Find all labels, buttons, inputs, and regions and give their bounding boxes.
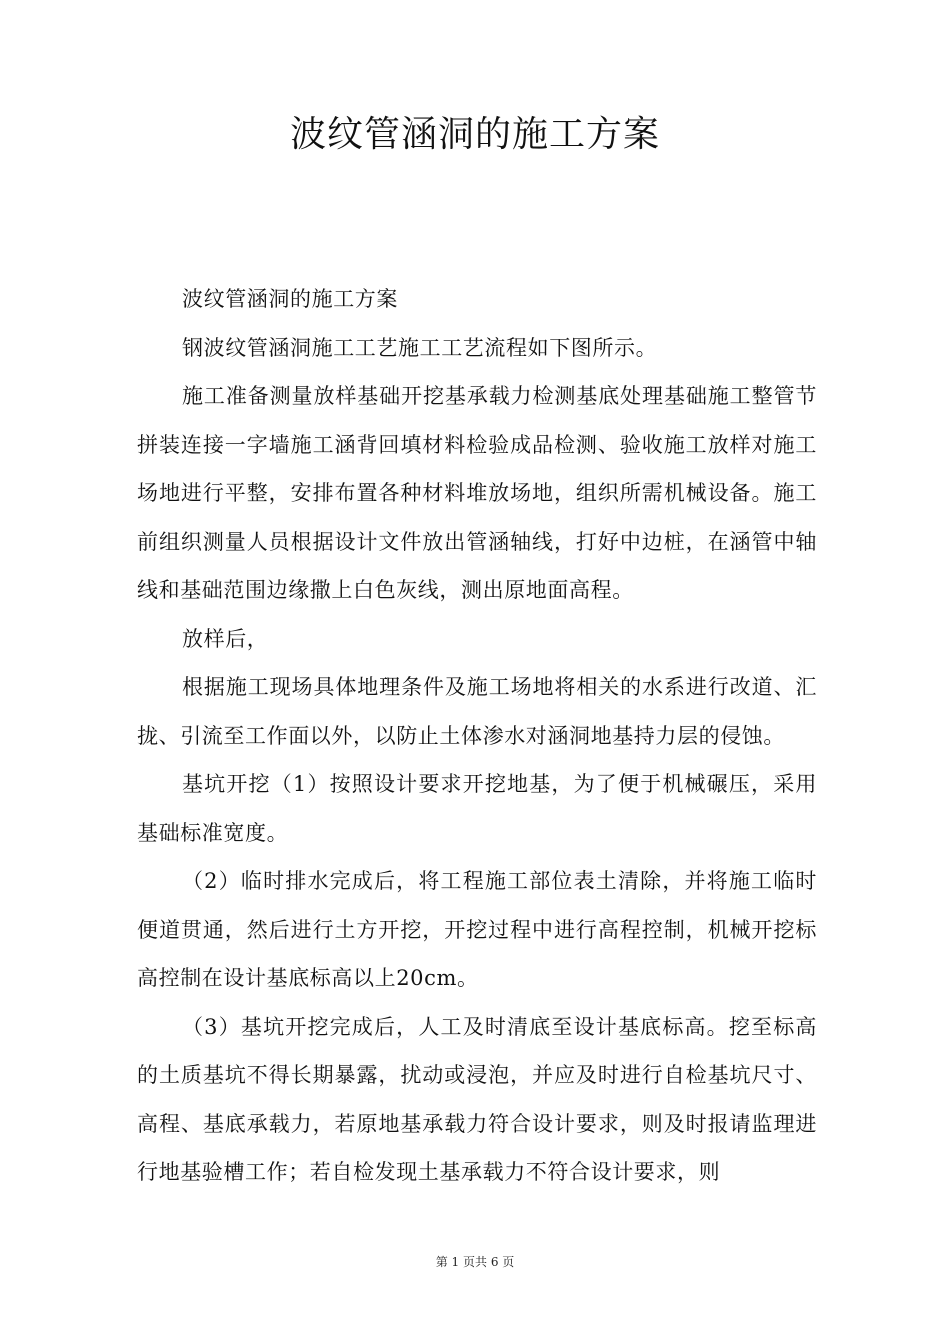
paragraph-after-layout: 放样后， — [182, 626, 269, 651]
paragraph-process-steps: 施工准备测量放样基础开挖基承载力检测基底处理基础施工整管节拼装连接一字墙施工涵背回填材料检验成品检测、验收施工放样对施工场地进行平整，安排布置各种材料堆放场地，组织所需机械设备。施工前组织测量人员根据设计文件放出管涵轴线，打好中边桩，在涵管中轴线和基础范围边缘撒上白色灰线，测出原地面高程。 — [137, 384, 817, 602]
paragraph-heading: 波纹管涵洞的施工方案 — [182, 287, 398, 311]
document-title: 波纹管涵洞的施工方案 — [289, 114, 660, 155]
paragraph-excavation-3: （3）基坑开挖完成后，人工及时清底至设计基底标高。挖至标高的土质基坑不得长期暴露，扰动或浸泡，并应及时进行自检基坑尺寸、高程、基底承载力，若原地基承载力符合设计要求，则及时报请监理进行地基验槽工作；若自检发现土基承载力不符合设计要求，则 — [137, 1014, 817, 1184]
paragraph-excavation-1: 基坑开挖（1）按照设计要求开挖地基，为了便于机械碾压，采用基础标准宽度。 — [137, 772, 817, 845]
paragraph-drainage: 根据施工现场具体地理条件及施工场地将相关的水系进行改道、汇拢、引流至工作面以外，以防止土体渗水对涵洞地基持力层的侵蚀。 — [137, 675, 817, 748]
page-footer: 第 1 页共 6 页 — [435, 1255, 515, 1269]
paragraph-excavation-2: （2）临时排水完成后，将工程施工部位表土清除，并将施工临时便道贯通，然后进行土方开挖，开挖过程中进行高程控制，机械开挖标高控制在设计基底标高以上20cm。 — [137, 869, 817, 990]
document-body — [137, 275, 817, 1197]
paragraph-process-intro: 钢波纹管涵洞施工工艺施工工艺流程如下图所示。 — [182, 335, 658, 360]
